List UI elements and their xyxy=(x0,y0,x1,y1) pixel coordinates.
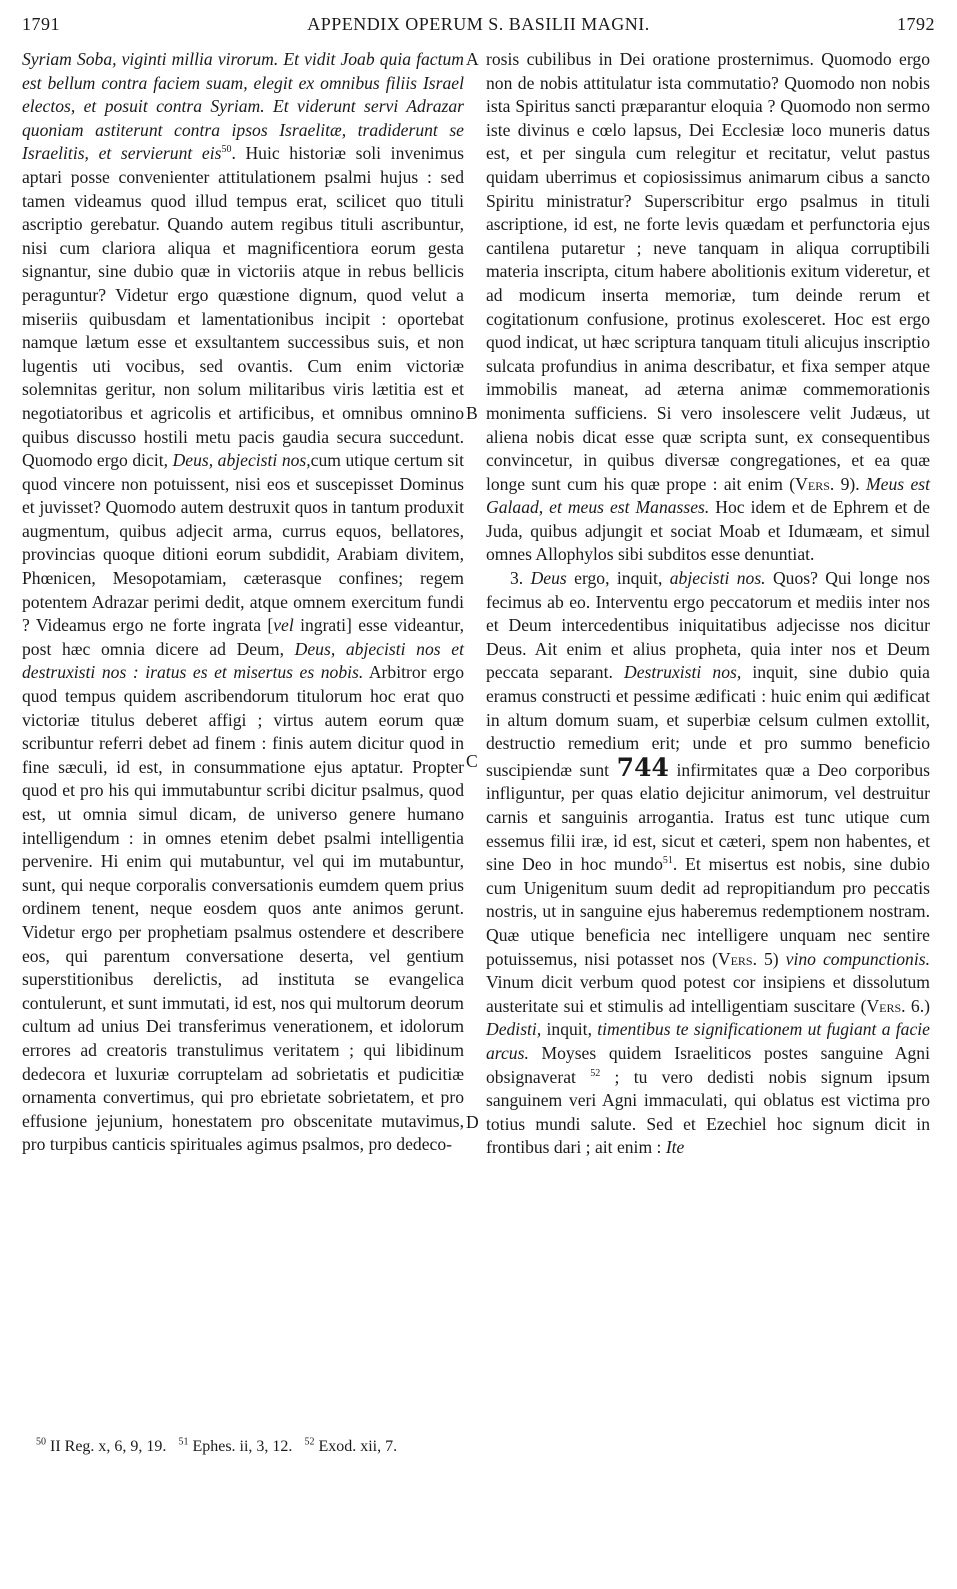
italic-text: Deus xyxy=(530,568,567,589)
body-text: Hoc idem et de Ephrem et de Juda, quibus adjungit et sociat Moab et Idumæam, et simul omnes Allophylos sibi subditos esse denuntiat. xyxy=(486,497,930,565)
italic-text: Deus, abjecisti nos et destruxisti nos : iratus es et misertus es nobis. xyxy=(22,638,464,683)
right-paragraph-1 xyxy=(486,48,930,567)
italic-text: abjecisti nos. xyxy=(669,568,766,589)
italic-text: vel xyxy=(273,615,294,636)
footnote-ref: 51 xyxy=(662,855,673,867)
margin-letter-d: D xyxy=(466,1112,479,1132)
italic-text: Meus est Galaad, et meus est Manasses. xyxy=(486,473,930,518)
running-title: APPENDIX OPERUM S. BASILII MAGNI. xyxy=(307,14,650,34)
body-text: ) xyxy=(924,995,930,1016)
body-text: ; tu vero dedisti nobis signum ipsum sanguinem veri Agni immaculati, qui oblatus est victima pro totius mundi salute. Sed et Ezechiel hoc signum dicit in frontibus dari ; ait enim : xyxy=(486,1066,930,1158)
footnote-ref: 50 xyxy=(221,144,232,156)
body-text: Quos? Qui longe nos fecimus ab eo. Interventu ergo peccatorum et mediis inter nos et Deum intercedentibus iniquitatibus adjecisse nos dicitur Deus. Ait enim et alius propheta, quia inter nos et Deum peccata separant. xyxy=(486,568,931,683)
body-text: ingrati] esse videantur, post hæc omnia dicere ad Deum, xyxy=(22,615,464,659)
margin-letter-a: A xyxy=(466,49,479,69)
footnote-text: Ephes. ii, 3, 12. xyxy=(188,1438,305,1455)
margin-letter-c: C xyxy=(466,751,478,771)
body-text: infirmitates quæ a Deo corporibus infliguntur, per quas elatio dejicitur animorum, vel destruitur carnis et sanguinis arrogantia. Iratus est tunc utique cum essemus filii iræ, id est, sicut et cæteri, spem non habentes, et sine Deo in hoc mundo xyxy=(486,759,930,875)
footnote-text: II Reg. x, 6, 9, 19. xyxy=(46,1438,179,1455)
footnote-number: 51 xyxy=(178,1436,189,1448)
body-text: ) xyxy=(772,948,786,969)
left-paragraph xyxy=(22,48,464,1157)
footnote-number: 50 xyxy=(36,1436,46,1448)
body-text: . Et misertus est nobis, sine dubio cum Unigenitum suum dedit ad repropitiandum pro peccatis nostris, ut in sanguine ejus haberemus redemptionem nostram. Quæ utique beneficia nec intelligere unquam nec sentire potuissemus, nisi potasset nos ( xyxy=(486,854,930,969)
running-header xyxy=(22,14,935,40)
italic-text: Dedisti, xyxy=(486,1019,542,1040)
body-text: rosis cubilibus in Dei oratione prosternimus. Quomodo ergo non de nobis attitulatur ista commutatio? Quomodo non nobis ista Spiritus sancti præparantur eloquia ? Quomodo non sermo iste divinus e cœlo lapsus, Dei Ecclesiæ loco muneris datus est, et per singula cum relegitur et recitatur, velut pastus quidam uberrimus et copiosissimus animarum cibus a sancto Spiritu ministratur? Superscribitur ergo psalmus in tituli ascriptione, id est, ne forte levis quædam et perfunctoria ejus cantilena putaretur ; neve tanquam in aliqua corruptibili materia inscripta, citum habere abolitionis exitum videretur, et ad modicum inserta memoriæ, tum deinde rerum et cogitationum confusione, protinus exolesceret. Hoc est ergo quod indicat, ut hæc scriptura tanquam tituli alicujus inscriptio sulcata profundius in anima describatur, et fixa semper atque immobilis maneat, ad æterna animæ commemorationis monimenta sufficiens. Si vero insolescere velit Judæus, ut aliena nobis dicat esse quæ scripta sunt, ex consequentibus convincetur, in quibus diversæ congregationes, et ea quæ longe sunt cum his quæ prope : ait enim ( xyxy=(486,49,930,494)
right-column xyxy=(486,48,930,1160)
footnote-text: Exod. xii, 7. xyxy=(314,1438,398,1455)
italic-text: Ite xyxy=(665,1137,685,1158)
body-text: ergo, inquit, xyxy=(566,568,670,589)
body-text: Moyses quidem Israeliticos postes sanguine Agni obsignaverat xyxy=(486,1042,930,1087)
body-text: inquit, xyxy=(541,1019,598,1040)
italic-text: vino compunctionis. xyxy=(785,948,930,969)
section-number: 3. xyxy=(510,568,531,589)
body-text: ). xyxy=(849,473,866,494)
margin-letter-b: B xyxy=(466,403,478,423)
verse-ref: Vers. 6. xyxy=(866,995,925,1016)
body-text: Arbitror ergo quod tempus quidem ascribendorum titulorum hoc erat quo victoriæ titulus deberet affigi ; virtus autem eorum quæ scribuntur referri debet ad finem : finis autem dicitur quod in fine sæculi, id est, in consummatione ejus aptatur. Propter quod et pro his qui immutabuntur scribi dicitur psalmus, quod est, ut omnia simul dicam, de universo genere humano intelligendum : in omnes etenim debet psalmi intelligentia pervenire. Hi enim qui mutabuntur, vel qui im mutabuntur, sunt, qui neque corporalis conversationis eumdem quem prius ordinem tenent, neque eosdem quos ante animos gerunt. Videtur ergo per prophetiam psalmus ostendere et describere eos, qui parentum conversatione deserta, vel gentium superstitionibus derelictis, ad instituta se evangelica contulerunt, et sunt immutati, id est, nos qui multorum deorum cultum ad unius Dei transferimus venerationem, et idolorum errores ad creatoris transtulimus veritatem ; qui libidinum dedecora et luxuriæ corruptelam ad sobrietatis et pudicitiæ ornamenta convertimus, qui pro ebrietate sobrietatem, et pro effusione jejunium, honestatem pro obscenitate mutavimus, pro turpibus canticis spirituales agimus psalmos, pro dedeco- xyxy=(22,662,464,1155)
italic-text: Deus, abjecisti nos, xyxy=(172,450,311,471)
body-text: Vinum dicit verbum quod potest cor insipiens et dissolutum austeritate sui et stimulis ad intelligentiam suscitare ( xyxy=(486,972,930,1016)
italic-text: timentibus te significationem ut fugiant a facie arcus. xyxy=(486,1019,930,1063)
body-text: inquit, sine dubio quia eramus constructi et pessime ædificati : huic enim qui ædificat in altum domum suam, et superbiæ celsum culmen extollit, destructio remedium erit; unde et pro summo beneficio suscipiendæ sunt xyxy=(486,662,930,780)
verse-ref: Vers. 9 xyxy=(795,473,850,494)
footnote-number: 52 xyxy=(304,1436,315,1448)
footnotes xyxy=(36,1438,935,1456)
column-number-marker: 744 xyxy=(616,752,669,782)
footnote-ref: 52 xyxy=(590,1067,601,1079)
verse-ref: Vers. 5 xyxy=(717,948,773,969)
italic-text: Destruxisti nos, xyxy=(624,662,742,683)
body-text: cum utique certum sit quod vincere non potuissent, nisi eos et suscepisset Dominus et juvisset? Quomodo autem destruxit quos in tantum produxit augmentum, quibus adjecit arma, currus equos, bellatores, provincias quoque ditioni eorum subdidit, Arabiam divitem, Phœnicen, Mesopotamiam, cæterasque confines; regem potentem Adrazar perimi dedit, atque omnem exercitum fundi ? Videamus ergo ne forte ingrata [ xyxy=(22,450,465,636)
page-number-left: 1791 xyxy=(22,14,60,34)
right-paragraph-2 xyxy=(486,567,930,1160)
page-number-right: 1792 xyxy=(897,14,935,34)
italic-text: Syriam Soba, viginti millia virorum. Et vidit Joab quia factum est bellum contra faciem suam, elegit ex omnibus filiis Israel electos, et posuit contra Syriam. Et viderunt servi Adrazar quoniam astiterunt contra ipsos Israelitæ, tradiderunt se Israelitis, et servierunt eis xyxy=(22,49,464,164)
body-text: . Huic historiæ soli invenimus aptari posse convenienter attitulationem psalmi hujus : sed tamen videamus quod illud tempus erat, scilicet quo tituli ascriptio gerebatur. Quando autem regibus tituli ascribuntur, nisi cum clariora aliqua et magnificentiora eorum gesta signantur, sine dubio quæ in victoriis atque in rebus bellicis peraguntur? Videtur ergo quæstione dignum, quod velut a miseriis quibusdam et lamentationibus incipit : oportebat namque lætum esse et exsultantem successibus suis, et non lugentis uti vocibus, sed ovantis. Cum enim victoriæ solemnitas geritur, non solum militaribus viris lætitia est et negotiatoribus et agricolis et artificibus, et omnibus omnino quibus discusso hostili metu pacis gaudia secura succedunt. Quomodo ergo dicit, xyxy=(22,143,464,471)
left-column xyxy=(22,48,464,1157)
